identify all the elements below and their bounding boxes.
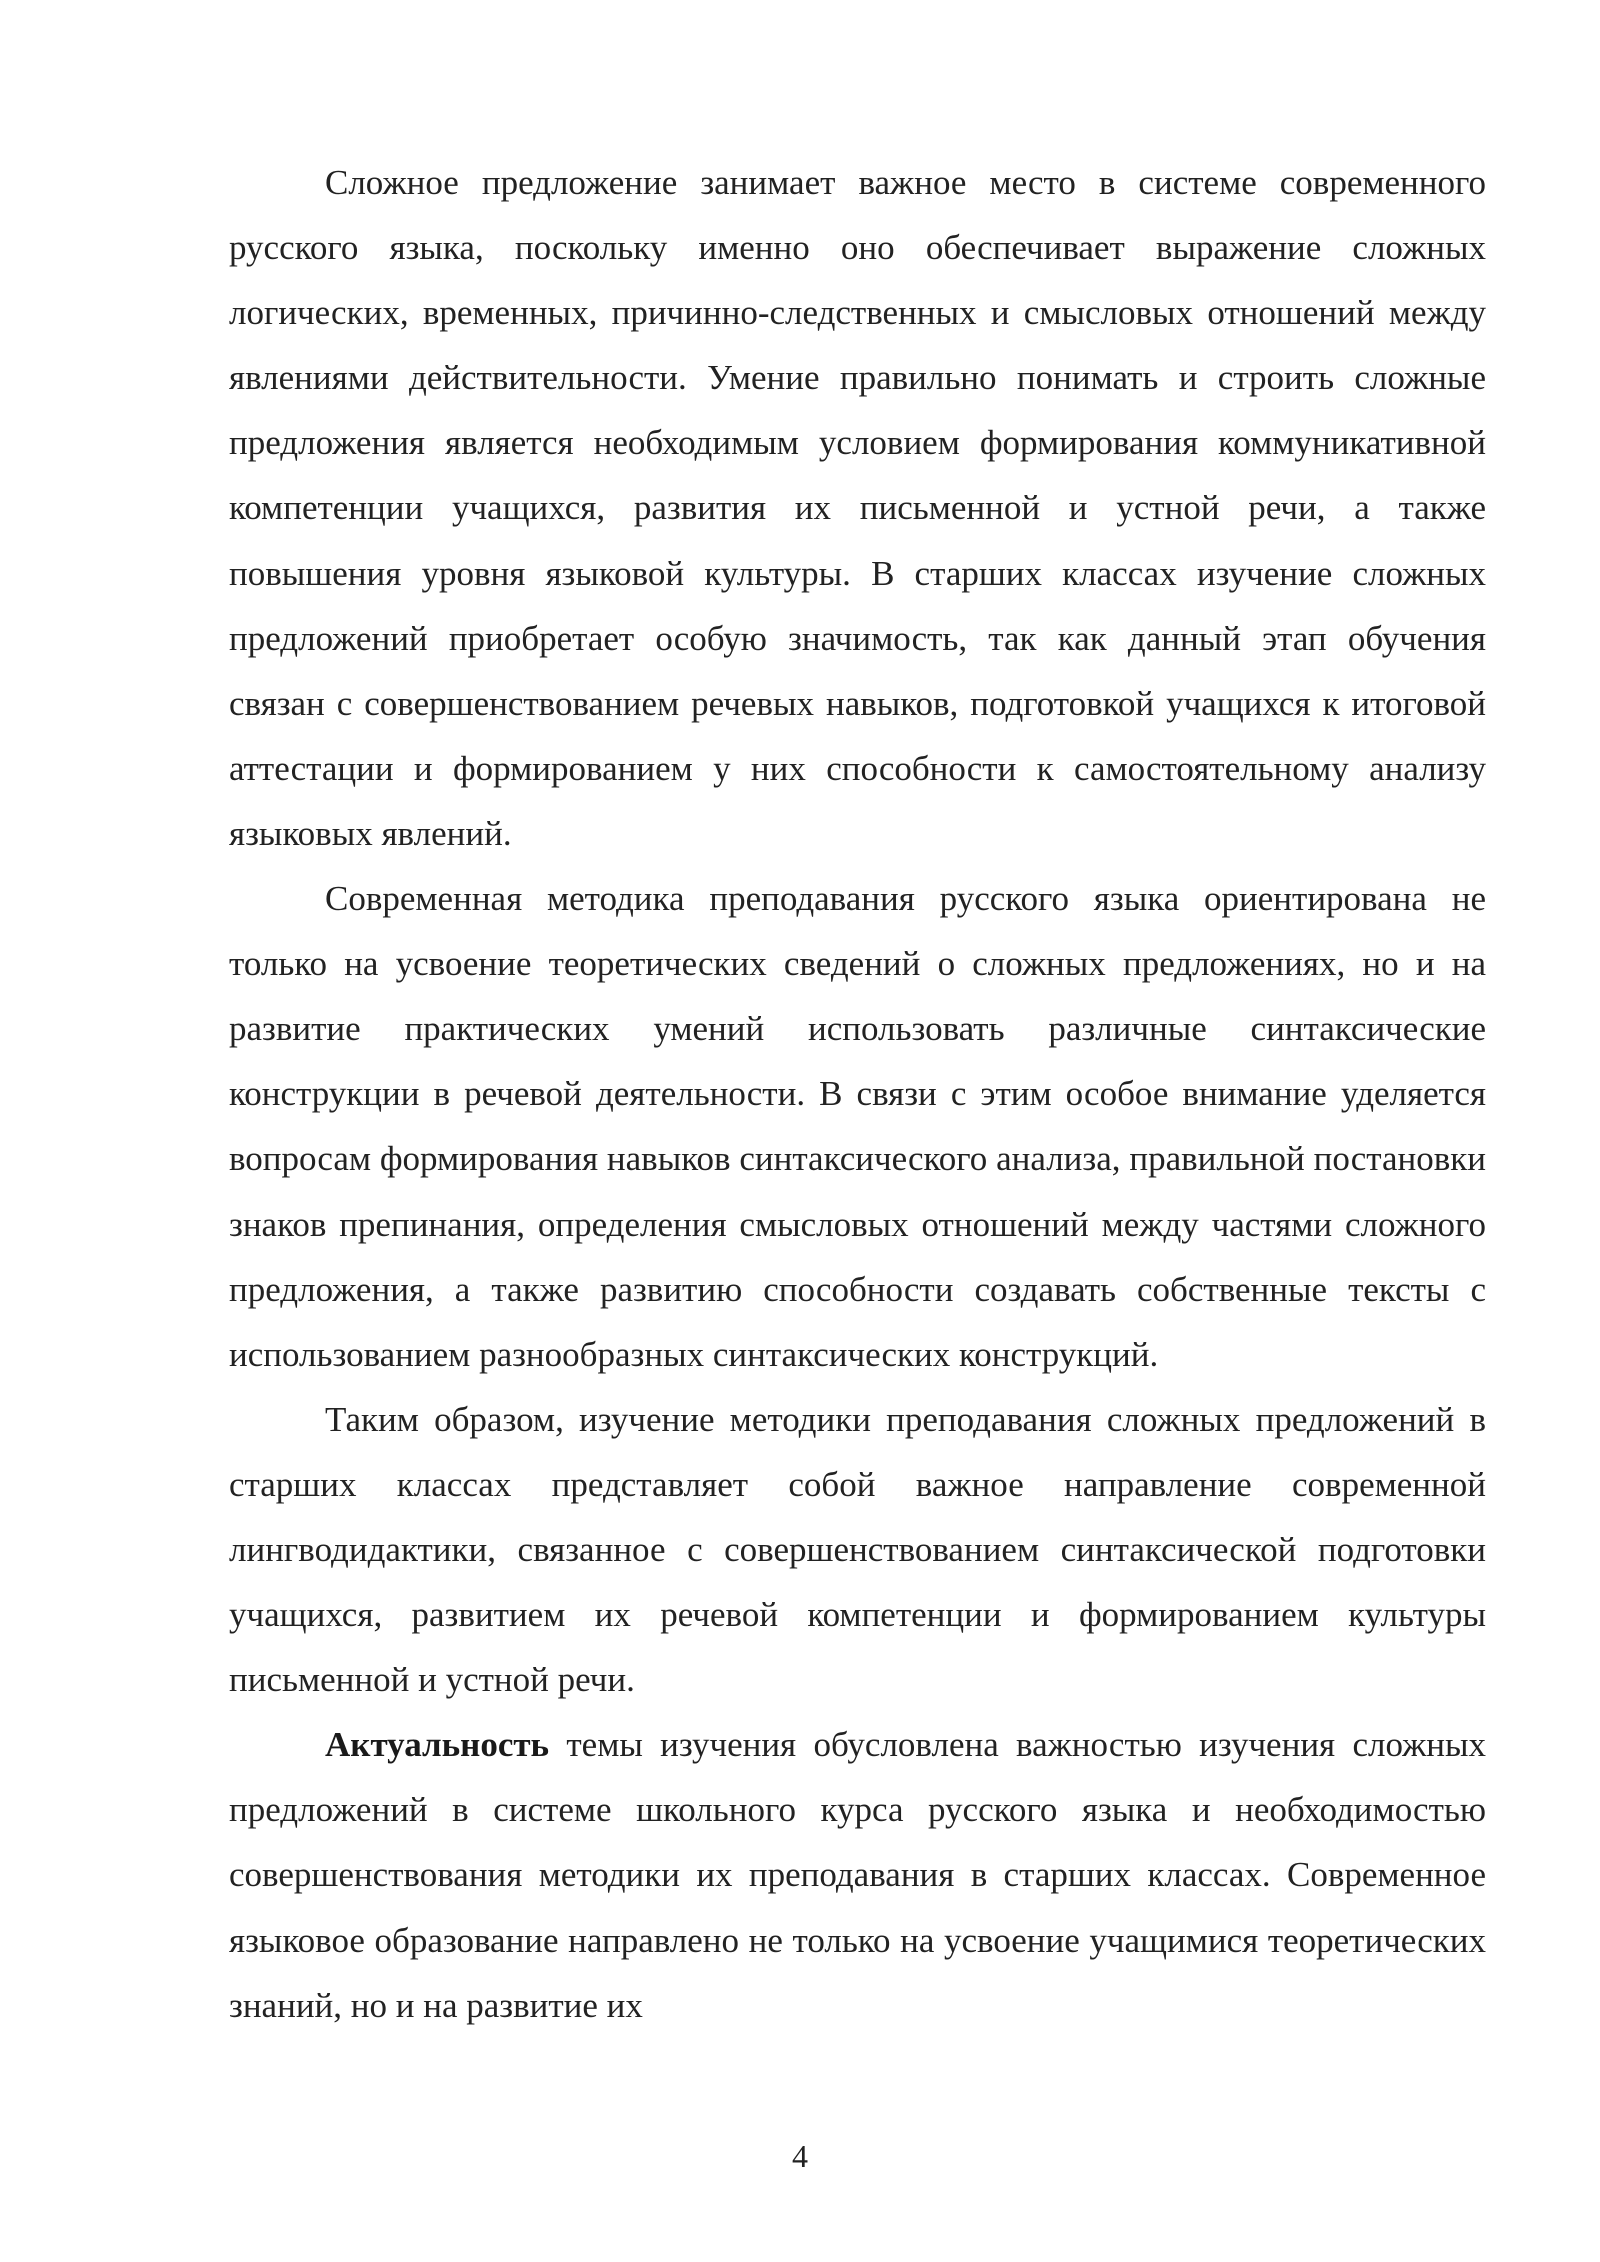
paragraph-relevance (229, 1712, 1486, 2037)
paragraph-conclusion (229, 1387, 1486, 1712)
paragraph-intro (229, 150, 1486, 866)
relevance-heading: Актуальность (325, 1725, 550, 1765)
page-number: 4 (792, 2138, 808, 2174)
paragraph-methodology-text: Современная методика преподавания русского языка ориентирована не только на усвоение теоретических сведений о сложных предложениях, но и на развитие практических умений использовать различные синтаксические конструкции в речевой деятельности. В связи с этим особое внимание уделяется вопросам формирования навыков синтаксического анализа, правильной постановки знаков препинания, определения смысловых отношений между частями сложного предложения, а также развитию способности создавать собственные тексты с использованием разнообразных синтаксических конструкций. (229, 879, 1486, 1374)
paragraph-intro-text: Сложное предложение занимает важное место в системе современного русского языка, поскольку именно оно обеспечивает выражение сложных логических, временных, причинно-следственных и смысловых отношений между явлениями действительности. Умение правильно понимать и строить сложные предложения является необходимым условием формирования коммуникативной компетенции учащихся, развития их письменной и устной речи, а также повышения уровня языковой культуры. В старших классах изучение сложных предложений приобретает особую значимость, так как данный этап обучения связан с совершенствованием речевых навыков, подготовкой учащихся к итоговой аттестации и формированием у них способности к самостоятельному анализу языковых явлений. (229, 163, 1486, 853)
paragraph-conclusion-text: Таким образом, изучение методики преподавания сложных предложений в старших классах представляет собой важное направление современной лингводидактики, связанное с совершенствованием синтаксической подготовки учащихся, развитием их речевой компетенции и формированием культуры письменной и устной речи. (229, 1399, 1486, 1700)
paragraph-relevance-text: темы изучения обусловлена важностью изучения сложных предложений в системе школьного курса русского языка и необходимостью совершенствования методики их преподавания в старших классах. Современное языковое образование направлено не только на усвоение учащимися теоретических знаний, но и на развитие их (229, 1725, 1486, 2025)
paragraph-methodology (229, 866, 1486, 1387)
document-body (229, 150, 1486, 2038)
